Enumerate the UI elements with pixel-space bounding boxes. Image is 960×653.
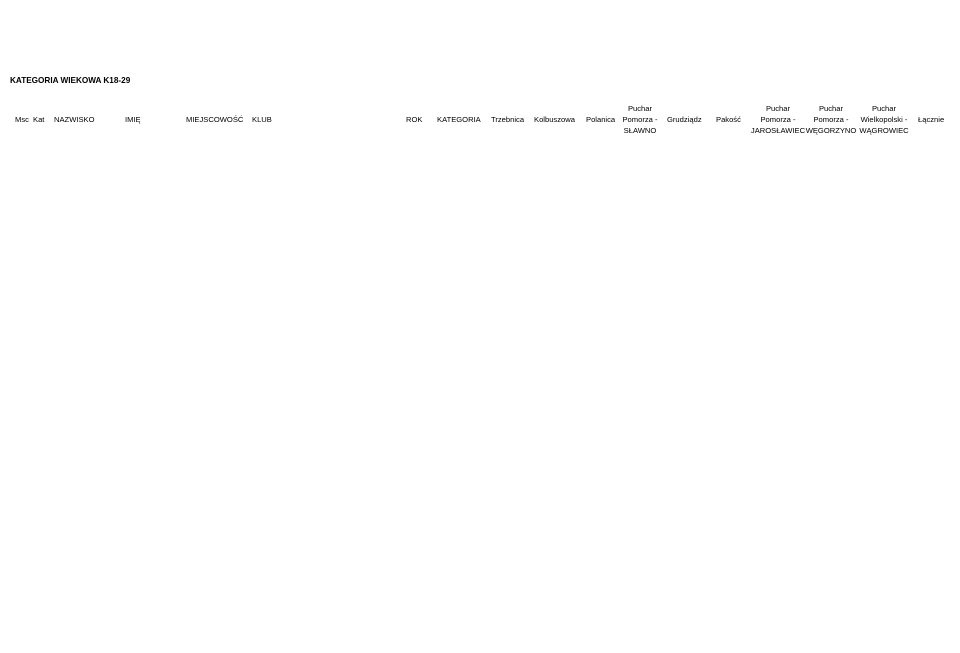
col-trzebnica: Trzebnica	[491, 115, 525, 124]
col-kolbuszowa: Kolbuszowa	[534, 115, 575, 124]
col-imie: IMIĘ	[125, 115, 141, 124]
column-header-row	[0, 102, 960, 142]
col-wielkopolski-wagrowiec-line: Wielkopolski -	[860, 115, 908, 124]
col-kat: Kat	[33, 115, 45, 124]
col-pomorza-wegorzyno	[803, 103, 859, 136]
col-rok: ROK	[406, 115, 423, 124]
col-pomorza-jaroslawiec-line: Puchar	[765, 104, 791, 113]
col-pomorza-slawno	[618, 103, 662, 136]
col-wielkopolski-wagrowiec-line: Puchar	[871, 104, 897, 113]
col-wielkopolski-wagrowiec	[857, 103, 911, 136]
col-pomorza-wegorzyno-line: Puchar	[818, 104, 844, 113]
col-polanica: Polanica	[586, 115, 616, 124]
col-wielkopolski-wagrowiec-line: WĄGROWIEC	[859, 126, 909, 135]
col-grudziadz: Grudziądz	[667, 115, 702, 124]
col-pomorza-slawno-line: Puchar	[627, 104, 653, 113]
col-msc: Msc	[15, 115, 29, 124]
col-pomorza-slawno-line: Pomorza -	[622, 115, 658, 124]
col-pomorza-jaroslawiec	[748, 103, 808, 136]
col-pakosc: Pakość	[716, 115, 741, 124]
report-header	[0, 0, 960, 14]
col-pomorza-wegorzyno-line: WĘGORZYNO	[805, 126, 857, 135]
category-title: KATEGORIA WIEKOWA K18-29	[10, 76, 131, 85]
col-nazwisko: NAZWISKO	[54, 115, 95, 124]
col-lacznie: Łącznie	[918, 115, 945, 124]
col-pomorza-jaroslawiec-line: JAROSŁAWIEC	[750, 126, 806, 135]
col-klub: KLUB	[252, 115, 272, 124]
col-kategoria: KATEGORIA	[437, 115, 481, 124]
col-pomorza-wegorzyno-line: Pomorza -	[813, 115, 849, 124]
col-miejscowosc: MIEJSCOWOŚĆ	[186, 115, 244, 124]
col-pomorza-jaroslawiec-line: Pomorza -	[760, 115, 796, 124]
col-pomorza-slawno-line: SŁAWNO	[623, 126, 657, 135]
